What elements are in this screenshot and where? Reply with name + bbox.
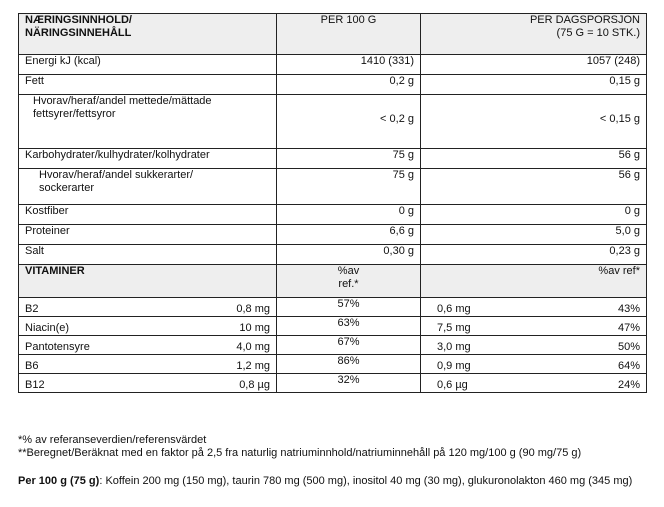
vitamin-pct-per100: 86% xyxy=(277,355,421,374)
vitamin-header-refday: %av ref* xyxy=(421,265,647,298)
nutrient-perday: 0,23 g xyxy=(421,245,647,265)
vitamin-pct-perday: 64% xyxy=(617,360,640,372)
header-per-daily-portion: PER DAGSPORSJON (75 G = 10 STK.) xyxy=(421,14,647,55)
nutrient-label: Hvorav/heraf/andel mettede/mättade fettsyrer/fettsyror xyxy=(19,95,277,149)
footnote-salt-calculation: **Beregnet/Beräknat med en faktor på 2,5 fra naturlig natriuminnhold/natriuminnehåll på 120 mg/100 g (90 mg/75 g) xyxy=(18,447,582,459)
footnotes xyxy=(18,434,648,460)
vitamin-pct-perday: 47% xyxy=(617,322,640,334)
table-row xyxy=(19,336,647,355)
nutrient-per100: 75 g xyxy=(277,169,421,205)
nutrient-label: Hvorav/heraf/andel sukkerarter/ sockerarter xyxy=(19,169,277,205)
nutrient-perday: 5,0 g xyxy=(421,225,647,245)
table-row xyxy=(19,95,647,149)
vitamin-pct-perday: 43% xyxy=(617,303,640,315)
nutrient-per100: 75 g xyxy=(277,149,421,169)
nutrient-perday: < 0,15 g xyxy=(421,95,647,149)
vitamin-amount-per100: 10 mg xyxy=(239,322,270,334)
nutrient-per100: 0,30 g xyxy=(277,245,421,265)
nutrient-per100: < 0,2 g xyxy=(277,95,421,149)
nutrient-per100: 0,2 g xyxy=(277,75,421,95)
nutrient-per100: 1410 (331) xyxy=(277,55,421,75)
vitamin-amount-per100: 1,2 mg xyxy=(236,360,270,372)
table-header-row xyxy=(19,14,647,55)
vitamin-pct-per100: 63% xyxy=(277,317,421,336)
table-row xyxy=(19,205,647,225)
table-row xyxy=(19,149,647,169)
vitamin-amount-per100: 4,0 mg xyxy=(236,341,270,353)
table-row xyxy=(19,298,647,317)
vitamin-amount-per100: 0,8 µg xyxy=(239,379,270,391)
vitamin-name: Niacin(e) xyxy=(25,322,70,334)
vitamin-header-ref100: %av ref.* xyxy=(277,265,421,298)
table-row xyxy=(19,355,647,374)
vitamin-pct-per100: 32% xyxy=(277,374,421,393)
nutrition-table xyxy=(18,13,647,393)
table-row xyxy=(19,317,647,336)
nutrient-per100: 6,6 g xyxy=(277,225,421,245)
nutrient-label: Kostfiber xyxy=(19,205,277,225)
vitamin-pct-per100: 67% xyxy=(277,336,421,355)
vitamin-amount-perday: 0,6 µg xyxy=(437,379,468,391)
table-row xyxy=(19,374,647,393)
header-nutrition-content: NÆRINGSINNHOLD/ NÄRINGSINNEHÅLL xyxy=(19,14,277,55)
table-row xyxy=(19,225,647,245)
vitamin-name: B2 xyxy=(25,303,39,315)
nutrient-perday: 56 g xyxy=(421,169,647,205)
nutrient-label: Proteiner xyxy=(19,225,277,245)
vitamin-amount-per100: 0,8 mg xyxy=(236,303,270,315)
table-row xyxy=(19,75,647,95)
footnote-reference: *% av referanseverdien/referensvärdet xyxy=(18,434,207,446)
vitamin-pct-perday: 24% xyxy=(617,379,640,391)
nutrient-perday: 1057 (248) xyxy=(421,55,647,75)
vitamin-amount-perday: 3,0 mg xyxy=(437,341,471,353)
vitamin-amount-perday: 0,6 mg xyxy=(437,303,471,315)
vitamin-name: Pantotensyre xyxy=(25,341,90,353)
nutrient-perday: 0,15 g xyxy=(421,75,647,95)
nutrient-label: Energi kJ (kcal) xyxy=(19,55,277,75)
vitamin-pct-per100: 57% xyxy=(277,298,421,317)
table-row xyxy=(19,55,647,75)
nutrient-label: Fett xyxy=(19,75,277,95)
vitamin-amount-perday: 7,5 mg xyxy=(437,322,471,334)
nutrient-label: Salt xyxy=(19,245,277,265)
vitamin-name: B12 xyxy=(25,379,45,391)
vitamin-amount-perday: 0,9 mg xyxy=(437,360,471,372)
table-row xyxy=(19,245,647,265)
active-ingredients-heading: Per 100 g (75 g) xyxy=(18,475,100,487)
nutrient-per100: 0 g xyxy=(277,205,421,225)
active-ingredients-note xyxy=(18,475,648,488)
nutrient-perday: 56 g xyxy=(421,149,647,169)
table-row xyxy=(19,169,647,205)
nutrient-perday: 0 g xyxy=(421,205,647,225)
vitamin-name: B6 xyxy=(25,360,39,372)
nutrient-label: Karbohydrater/kulhydrater/kolhydrater xyxy=(19,149,277,169)
vitamin-pct-perday: 50% xyxy=(617,341,640,353)
active-ingredients-text: : Koffein 200 mg (150 mg), taurin 780 mg (500 mg), inositol 40 mg (30 mg), glukuronolakton 460 mg (345 mg) xyxy=(99,475,633,487)
header-per-100g: PER 100 G xyxy=(277,14,421,55)
vitamin-header-row xyxy=(19,265,647,298)
vitamin-header-label: VITAMINER xyxy=(19,265,277,298)
